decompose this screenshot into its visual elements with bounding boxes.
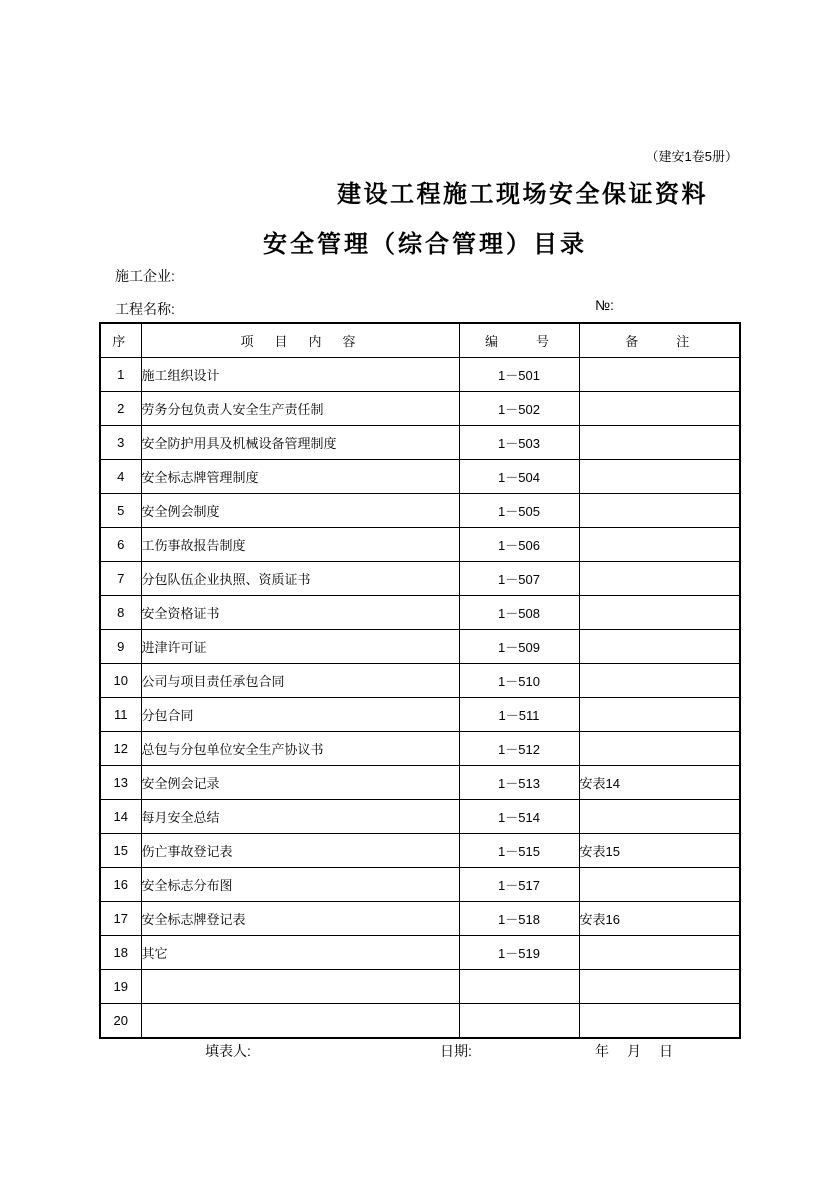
row-index-cell: 16	[100, 868, 141, 902]
row-content-cell: 公司与项目责任承包合同	[141, 664, 459, 698]
table-row	[100, 494, 740, 528]
row-remark-cell	[579, 494, 740, 528]
row-index-cell: 14	[100, 800, 141, 834]
table-row	[100, 766, 740, 800]
row-code-cell: 1－515	[459, 834, 579, 868]
row-content-cell: 其它	[141, 936, 459, 970]
row-remark-cell	[579, 698, 740, 732]
row-content-cell: 安全资格证书	[141, 596, 459, 630]
row-code-cell: 1－512	[459, 732, 579, 766]
row-index-cell: 8	[100, 596, 141, 630]
row-content-cell	[141, 1004, 459, 1039]
table-row	[100, 664, 740, 698]
col-header-index: 序	[100, 323, 141, 358]
row-remark-cell	[579, 426, 740, 460]
row-code-cell: 1－501	[459, 358, 579, 392]
row-index-cell: 5	[100, 494, 141, 528]
row-remark-cell	[579, 460, 740, 494]
table-row	[100, 970, 740, 1004]
row-content-cell: 安全例会制度	[141, 494, 459, 528]
row-content-cell	[141, 970, 459, 1004]
row-code-cell: 1－502	[459, 392, 579, 426]
row-remark-cell	[579, 358, 740, 392]
row-content-cell: 安全标志牌登记表	[141, 902, 459, 936]
row-index-cell: 18	[100, 936, 141, 970]
row-code-cell	[459, 1004, 579, 1039]
row-content-cell: 劳务分包负责人安全生产责任制	[141, 392, 459, 426]
table-row	[100, 1004, 740, 1039]
row-code-cell: 1－507	[459, 562, 579, 596]
document-subtitle: 安全管理（综合管理）目录	[263, 231, 587, 258]
row-code-cell: 1－510	[459, 664, 579, 698]
volume-note: （建安1卷5册）	[645, 149, 738, 164]
table-row	[100, 868, 740, 902]
table-row	[100, 358, 740, 392]
row-index-cell: 1	[100, 358, 141, 392]
table-row	[100, 800, 740, 834]
table-row	[100, 698, 740, 732]
serial-number-label: №:	[595, 297, 614, 313]
row-remark-cell	[579, 392, 740, 426]
row-remark-cell	[579, 800, 740, 834]
row-code-cell: 1－513	[459, 766, 579, 800]
table-row	[100, 732, 740, 766]
col-header-remark: 备 注	[579, 323, 740, 358]
row-code-cell: 1－511	[459, 698, 579, 732]
row-code-cell: 1－517	[459, 868, 579, 902]
row-remark-cell: 安表14	[579, 766, 740, 800]
row-content-cell: 分包队伍企业执照、资质证书	[141, 562, 459, 596]
table-row	[100, 426, 740, 460]
row-content-cell: 进津许可证	[141, 630, 459, 664]
table-row	[100, 834, 740, 868]
table-row	[100, 528, 740, 562]
row-index-cell: 2	[100, 392, 141, 426]
row-code-cell	[459, 970, 579, 1004]
table-header-row	[100, 323, 740, 358]
row-remark-cell	[579, 970, 740, 1004]
row-index-cell: 13	[100, 766, 141, 800]
row-content-cell: 工伤事故报告制度	[141, 528, 459, 562]
row-index-cell: 17	[100, 902, 141, 936]
row-index-cell: 7	[100, 562, 141, 596]
row-remark-cell	[579, 1004, 740, 1039]
row-content-cell: 施工组织设计	[141, 358, 459, 392]
row-code-cell: 1－508	[459, 596, 579, 630]
col-header-content: 项 目 内 容	[141, 323, 459, 358]
row-content-cell: 伤亡事故登记表	[141, 834, 459, 868]
row-code-cell: 1－514	[459, 800, 579, 834]
directory-table	[99, 322, 741, 1039]
row-index-cell: 4	[100, 460, 141, 494]
row-index-cell: 20	[100, 1004, 141, 1039]
table-row	[100, 392, 740, 426]
date-label: 日期:	[440, 1043, 472, 1059]
row-remark-cell: 安表16	[579, 902, 740, 936]
document-title: 建设工程施工现场安全保证资料	[337, 181, 708, 208]
form-filler-label: 填表人:	[205, 1043, 251, 1059]
row-code-cell: 1－518	[459, 902, 579, 936]
row-remark-cell	[579, 630, 740, 664]
row-remark-cell	[579, 562, 740, 596]
row-remark-cell	[579, 732, 740, 766]
row-remark-cell	[579, 596, 740, 630]
row-content-cell: 每月安全总结	[141, 800, 459, 834]
table-row	[100, 630, 740, 664]
directory-table-body	[100, 358, 740, 1039]
row-remark-cell	[579, 528, 740, 562]
table-row	[100, 902, 740, 936]
row-index-cell: 19	[100, 970, 141, 1004]
row-content-cell: 安全防护用具及机械设备管理制度	[141, 426, 459, 460]
project-name-label: 工程名称:	[115, 301, 175, 317]
table-row	[100, 460, 740, 494]
row-index-cell: 11	[100, 698, 141, 732]
row-content-cell: 分包合同	[141, 698, 459, 732]
row-code-cell: 1－519	[459, 936, 579, 970]
row-content-cell: 安全标志牌管理制度	[141, 460, 459, 494]
table-row	[100, 596, 740, 630]
row-remark-cell	[579, 664, 740, 698]
row-index-cell: 3	[100, 426, 141, 460]
row-code-cell: 1－504	[459, 460, 579, 494]
construction-company-label: 施工企业:	[115, 268, 175, 284]
row-index-cell: 6	[100, 528, 141, 562]
row-content-cell: 安全标志分布图	[141, 868, 459, 902]
row-code-cell: 1－505	[459, 494, 579, 528]
row-remark-cell	[579, 868, 740, 902]
row-code-cell: 1－506	[459, 528, 579, 562]
table-row	[100, 562, 740, 596]
row-index-cell: 9	[100, 630, 141, 664]
row-remark-cell	[579, 936, 740, 970]
row-index-cell: 10	[100, 664, 141, 698]
row-content-cell: 总包与分包单位安全生产协议书	[141, 732, 459, 766]
row-remark-cell: 安表15	[579, 834, 740, 868]
row-index-cell: 12	[100, 732, 141, 766]
row-code-cell: 1－509	[459, 630, 579, 664]
year-month-day-label: 年 月 日	[595, 1043, 675, 1059]
table-row	[100, 936, 740, 970]
row-index-cell: 15	[100, 834, 141, 868]
col-header-code: 编 号	[459, 323, 579, 358]
row-code-cell: 1－503	[459, 426, 579, 460]
row-content-cell: 安全例会记录	[141, 766, 459, 800]
